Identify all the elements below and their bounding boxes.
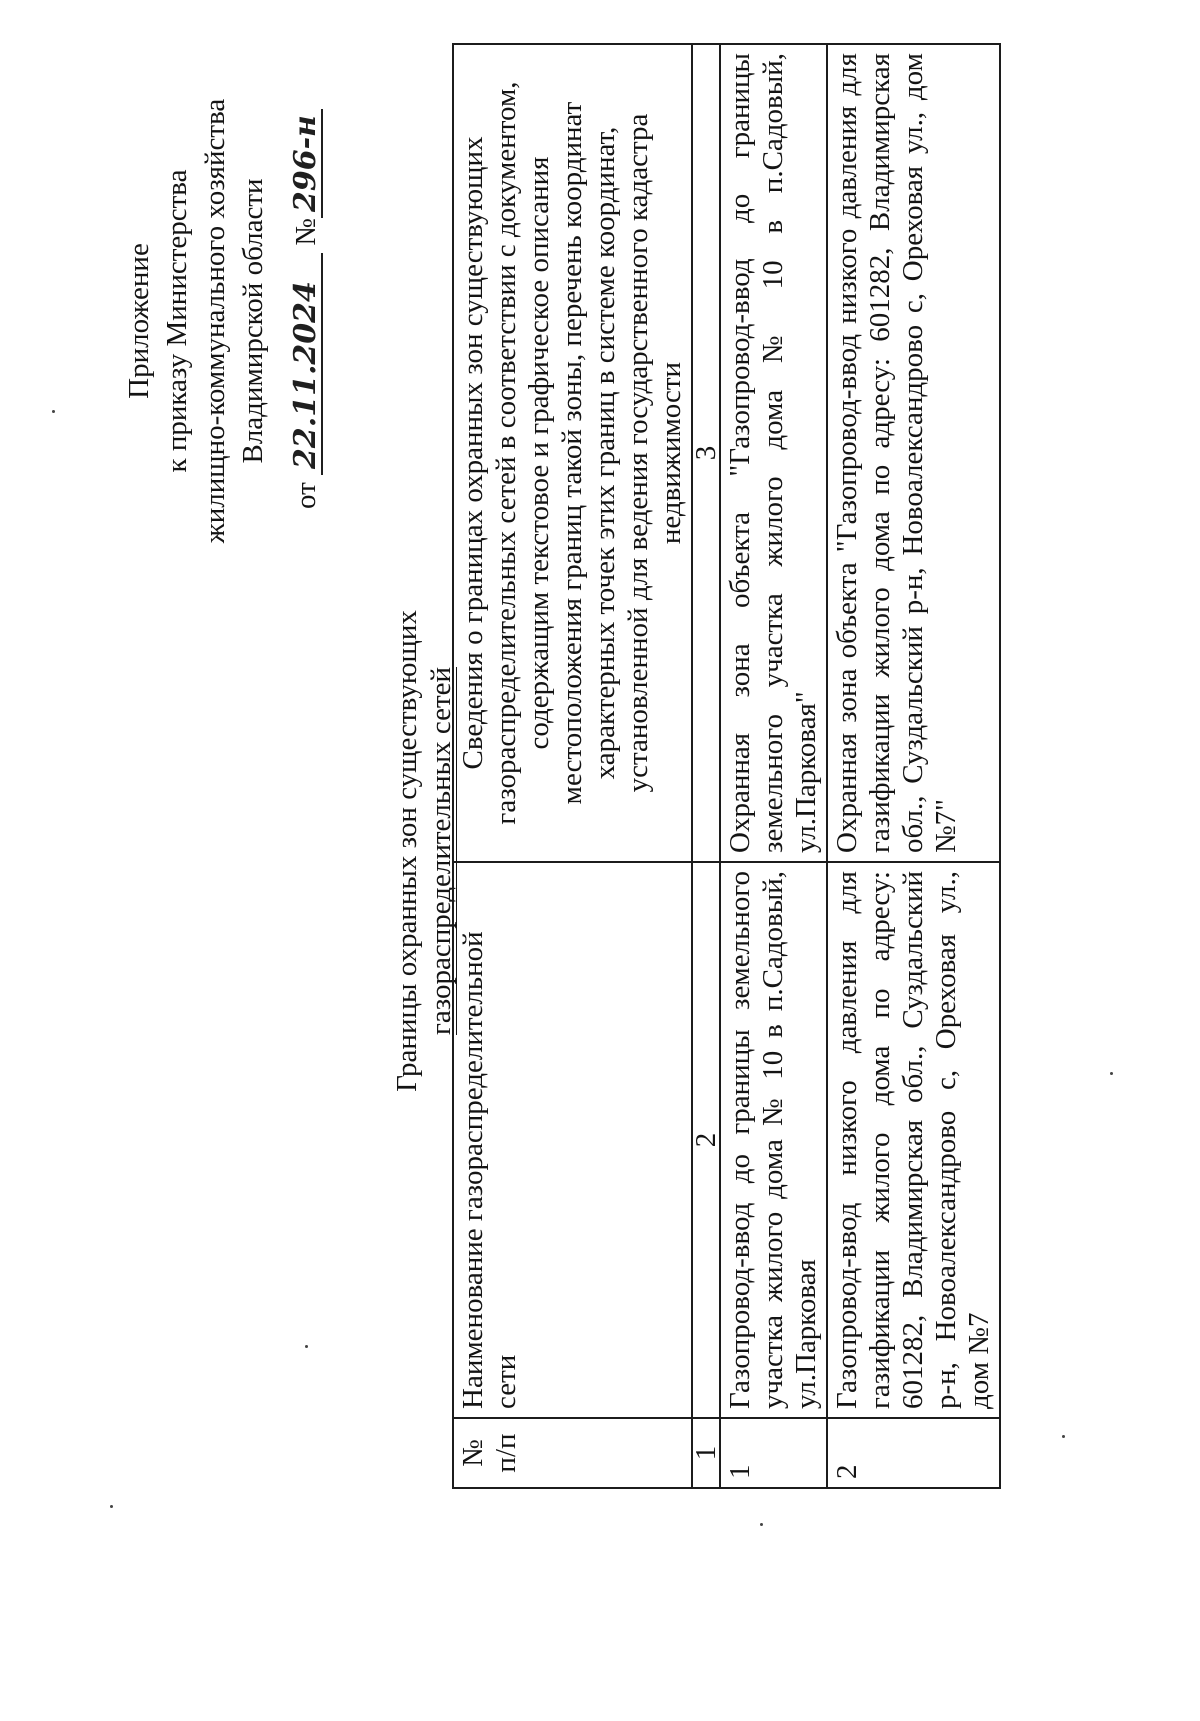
row-number: 2	[827, 1418, 1000, 1488]
appendix-header-line: Владимирской области	[237, 178, 269, 464]
date-prefix: от	[290, 482, 322, 509]
column-index: 1	[692, 1418, 720, 1488]
scan-speck	[760, 1523, 763, 1526]
order-date-line	[290, 69, 323, 509]
appendix-header	[120, 81, 272, 561]
scan-speck	[1062, 1435, 1065, 1438]
table-header-row	[453, 44, 692, 1488]
network-name-cell: Газопровод-ввод до границы земельного участка жилого дома № 10 в п.Садовый, ул.Парковая	[720, 862, 827, 1418]
document-title	[390, 311, 458, 1391]
scan-speck	[305, 1345, 308, 1348]
column-index: 3	[692, 44, 720, 862]
column-header-number: № п/п	[453, 1418, 692, 1488]
boundary-info-cell: Охранная зона объекта "Газопровод-ввод до границы земельного участка жилого дома № 10 в п.Садовый, ул.Парковая"	[720, 44, 827, 862]
title-line-1: Границы охранных зон существующих	[391, 610, 423, 1092]
table-row	[827, 44, 1000, 1488]
row-number: 1	[720, 1418, 827, 1488]
column-header-boundary-info: Сведения о границах охранных зон существующих газораспределительных сетей в соответствии с документом, содержащим текстовое и графическое описания местоположения границ такой зоны, перечень координат характерных точек этих границ в системе координат, установленной для ведения государственного кадастра недвижимости	[453, 44, 692, 862]
handwritten-order-number: 296-н	[291, 109, 323, 218]
appendix-header-line: к приказу Министерства	[161, 169, 193, 473]
scan-speck	[52, 410, 55, 413]
scan-speck	[1110, 1072, 1113, 1075]
handwritten-date: 22.11.2024	[291, 253, 323, 475]
protection-zones-table	[452, 43, 1001, 1489]
appendix-header-line: жилищно-коммунального хозяйства	[199, 98, 231, 544]
boundary-info-cell: Охранная зона объекта "Газопровод-ввод низкого давления для газификации жилого дома по адресу: 601282, Владимирская обл., Суздальский р-н, Новоалександрово с, Ореховая ул., дом №7"	[827, 44, 1000, 862]
title-line-2: газораспределительных сетей	[425, 666, 457, 1036]
column-header-network-name: Наименование газораспределительной сети	[453, 862, 692, 1418]
scan-speck	[110, 1505, 113, 1508]
table-row	[720, 44, 827, 1488]
column-index-row	[692, 44, 720, 1488]
network-name-cell: Газопровод-ввод низкого давления для газификации жилого дома по адресу: 601282, Владимирская обл., Суздальский р-н, Новоалександрово с, Ореховая ул., дом №7	[827, 862, 1000, 1418]
number-prefix: №	[290, 218, 322, 246]
column-index: 2	[692, 862, 720, 1418]
appendix-header-line: Приложение	[123, 243, 155, 399]
